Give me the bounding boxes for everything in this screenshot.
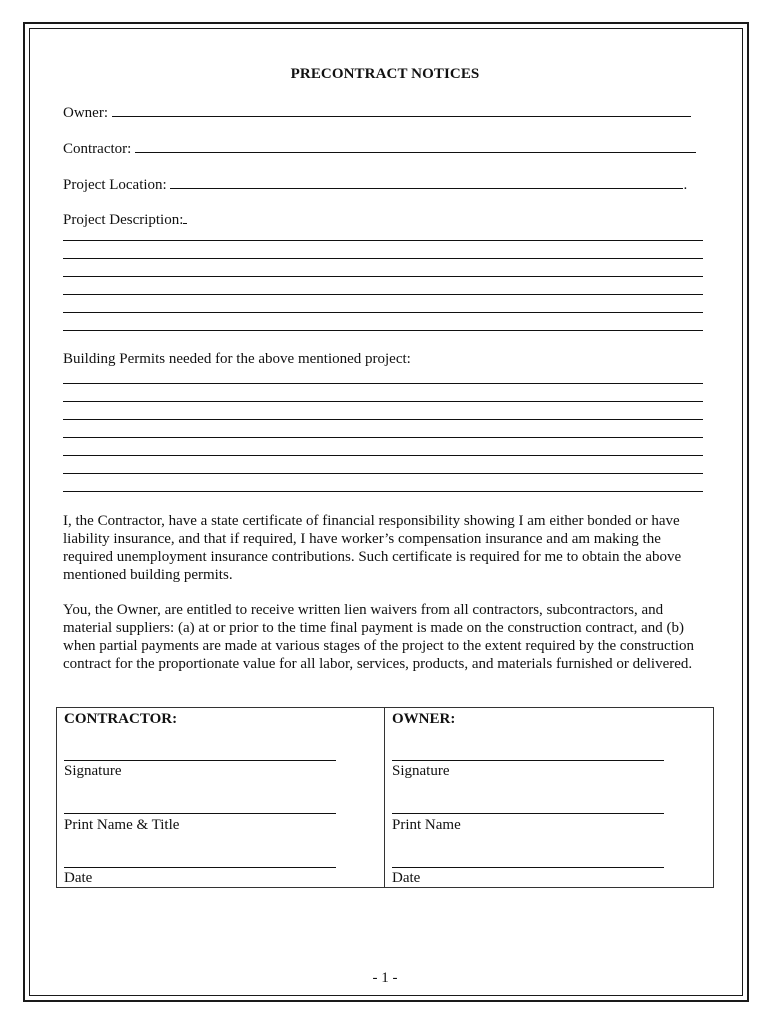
signature-column-divider xyxy=(384,708,385,887)
location-period: . xyxy=(683,177,688,193)
description-label: Project Description: xyxy=(63,212,184,228)
owner-signature-line[interactable] xyxy=(392,760,664,761)
page-number: - 1 - xyxy=(372,970,398,986)
owner-date-label: Date xyxy=(392,870,421,886)
contractor-certificate-paragraph: I, the Contractor, have a state certificate of financial responsibility showing I am either bonded or have liability insurance, and that if required, I have worker’s compensation insurance and am making the required unemployment insurance contributions. Such certificate is required for me to obtain the above mentioned building permits. xyxy=(63,513,682,583)
document-title: PRECONTRACT NOTICES xyxy=(290,66,480,82)
contractor-signature-line[interactable] xyxy=(64,760,336,761)
permits-line[interactable] xyxy=(63,455,703,456)
description-input-start[interactable] xyxy=(183,209,187,224)
owner-label: Owner: xyxy=(63,105,108,121)
owner-field xyxy=(63,102,691,122)
contractor-date-label: Date xyxy=(64,870,93,886)
lien-waiver-paragraph: You, the Owner, are entitled to receive written lien waivers from all contractors, subcontractors, and material suppliers: (a) at or prior to the time final payment is made on the construction contract, and (b) when partial payments are made at various stages of the project to the extent required by the construction contract for the proportionate value for all labor, services, products, and materials furnished or delivered. xyxy=(63,602,695,672)
contractor-input-line[interactable] xyxy=(135,138,696,153)
permits-label: Building Permits needed for the above mentioned project: xyxy=(63,351,411,367)
permits-line[interactable] xyxy=(63,383,703,384)
permits-line[interactable] xyxy=(63,473,703,474)
contractor-field xyxy=(63,138,696,158)
permits-line[interactable] xyxy=(63,437,703,438)
owner-input-line[interactable] xyxy=(112,102,691,117)
description-line[interactable] xyxy=(63,330,703,331)
owner-name-label: Print Name xyxy=(392,817,461,833)
description-line[interactable] xyxy=(63,294,703,295)
contractor-label: Contractor: xyxy=(63,141,132,157)
contractor-signature-label: Signature xyxy=(64,763,122,779)
signature-table xyxy=(56,707,714,888)
contractor-name-line[interactable] xyxy=(64,813,336,814)
description-field xyxy=(63,209,187,229)
owner-name-line[interactable] xyxy=(392,813,664,814)
permits-line[interactable] xyxy=(63,419,703,420)
contractor-name-label: Print Name & Title xyxy=(64,817,180,833)
owner-date-line[interactable] xyxy=(392,867,664,868)
location-label: Project Location: xyxy=(63,177,167,193)
location-input-line[interactable] xyxy=(170,174,683,189)
contractor-date-line[interactable] xyxy=(64,867,336,868)
permits-line[interactable] xyxy=(63,401,703,402)
location-field xyxy=(63,174,687,194)
description-line[interactable] xyxy=(63,276,703,277)
description-line[interactable] xyxy=(63,240,703,241)
contractor-heading: CONTRACTOR: xyxy=(64,711,178,727)
description-line[interactable] xyxy=(63,312,703,313)
description-line[interactable] xyxy=(63,258,703,259)
permits-line[interactable] xyxy=(63,491,703,492)
owner-signature-label: Signature xyxy=(392,763,450,779)
owner-heading: OWNER: xyxy=(392,711,456,727)
